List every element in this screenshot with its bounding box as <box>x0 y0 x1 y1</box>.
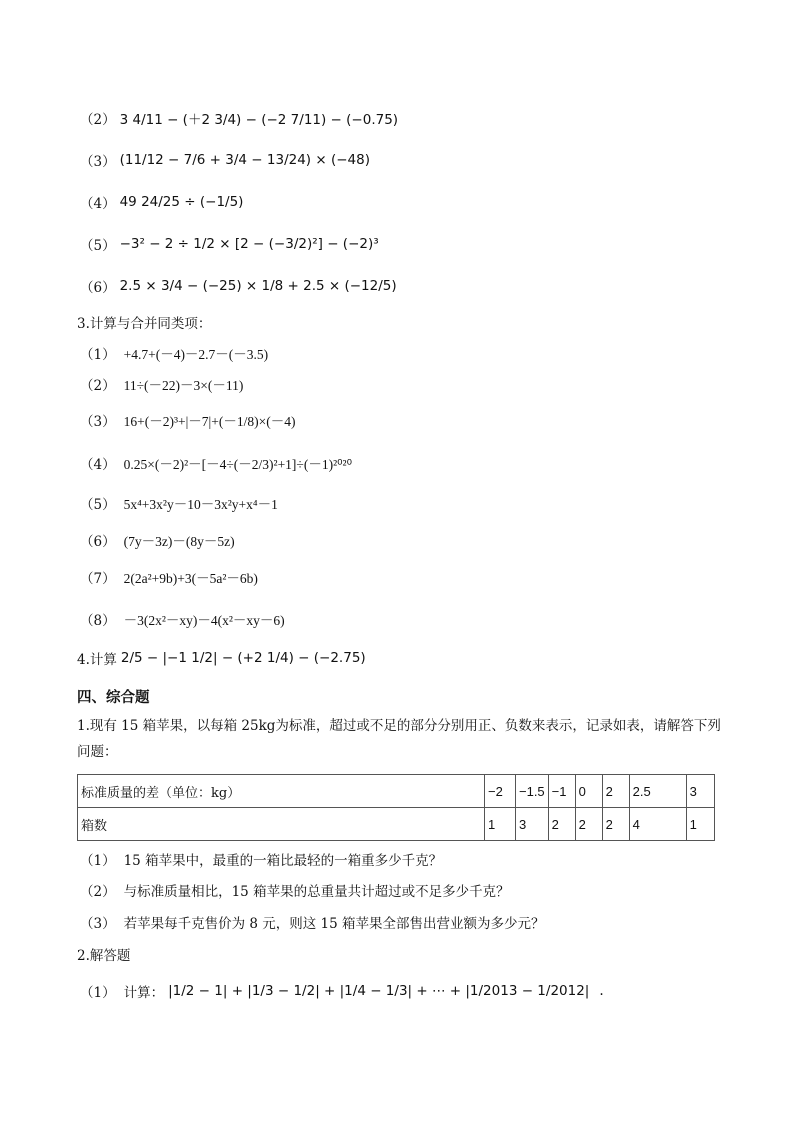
item-2-5 <box>80 234 379 254</box>
math-expression: 49 24/25 ÷ (−1/5) <box>119 194 244 210</box>
problem-2-title-text: 2.解答题 <box>77 948 131 964</box>
section-4 <box>77 648 366 668</box>
item-number: （6） <box>80 280 116 296</box>
problem-2-title <box>77 944 130 964</box>
item-number: （1） <box>80 853 116 869</box>
item-2-6 <box>80 276 397 296</box>
item-3-8 <box>80 609 285 629</box>
item-3-5 <box>80 493 278 513</box>
table-cell: 0 <box>575 775 602 808</box>
item-2-2 <box>80 108 398 128</box>
section-4-prefix: 4.计算 <box>77 652 117 668</box>
item-3-6 <box>80 530 235 550</box>
question-3 <box>80 912 545 932</box>
section-heading: 四、综合题 <box>77 690 150 706</box>
table-cell: 4 <box>629 808 686 841</box>
table-row-label: 标准质量的差（单位：kg） <box>78 775 485 808</box>
section-3-title <box>77 312 211 332</box>
item-number: （5） <box>80 238 116 254</box>
table-row-label: 箱数 <box>78 808 485 841</box>
table-cell: 1 <box>485 808 516 841</box>
math-expression: 2/5 − |−1 1/2| − (+2 1/4) − (−2.75) <box>120 650 366 666</box>
table-cell: 2 <box>602 808 629 841</box>
weight-difference-table <box>77 774 715 841</box>
math-expression: 3 4/11 − (＋2 3/4) − (−2 7/11) − (−0.75) <box>119 112 399 128</box>
table-row <box>78 775 715 808</box>
math-expression: 0.25×(－2)²－[－4÷(－2/3)²+1]÷(－1)²⁰²⁰ <box>123 457 352 472</box>
item-number: （3） <box>80 414 116 430</box>
item-number: （1） <box>80 347 116 363</box>
problem-1-text: 1.现有 15 箱苹果，以每箱 25kg为标准，超过或不足的部分分别用正、负数来表示，记录如表，请解答下列问题： <box>77 718 721 760</box>
math-expression: +4.7+(－4)－2.7－(－3.5) <box>123 347 269 362</box>
math-expression: －3(2x²－xy)－4(x²－xy－6) <box>123 613 285 628</box>
table-cell: 2 <box>548 808 575 841</box>
item-prefix: 计算： <box>123 985 165 1001</box>
item-3-1 <box>80 343 268 363</box>
table-cell: −1.5 <box>516 775 549 808</box>
question-text: 15 箱苹果中，最重的一箱比最轻的一箱重多少千克？ <box>123 853 443 869</box>
item-suffix: . <box>599 983 604 999</box>
item-number: （5） <box>80 497 116 513</box>
table-cell: 1 <box>686 808 714 841</box>
table-row <box>78 808 715 841</box>
item-number: （6） <box>80 534 116 550</box>
math-expression: 2.5 × 3/4 − (−25) × 1/8 + 2.5 × (−12/5) <box>119 278 397 294</box>
question-2 <box>80 880 510 900</box>
math-expression: (7y－3z)－(8y－5z) <box>123 534 235 549</box>
item-number: （3） <box>80 154 116 170</box>
math-expression: 5x⁴+3x²y－10－3x²y+x⁴－1 <box>123 497 278 512</box>
item-number: （3） <box>80 916 116 932</box>
table-cell: 2 <box>602 775 629 808</box>
section-title-text: 3.计算与合并同类项： <box>77 316 212 332</box>
problem-2-item-1 <box>80 981 604 1001</box>
item-number: （2） <box>80 112 116 128</box>
table-cell: −2 <box>485 775 516 808</box>
table-cell: 3 <box>516 808 549 841</box>
item-3-4 <box>80 453 352 473</box>
item-3-3 <box>80 410 295 430</box>
item-number: （2） <box>80 378 116 394</box>
math-expression: (11/12 − 7/6 + 3/4 − 13/24) × (−48) <box>119 152 370 168</box>
table-cell: 2 <box>575 808 602 841</box>
math-expression: 11÷(－22)－3×(－11) <box>123 378 244 393</box>
math-expression: 2(2a²+9b)+3(－5a²－6b) <box>123 571 258 586</box>
item-number: （4） <box>80 196 116 212</box>
item-3-7 <box>80 567 258 587</box>
math-expression: |1/2 − 1| + |1/3 − 1/2| + |1/4 − 1/3| + ⋯ + |1/2013 − 1/2012| <box>168 983 590 999</box>
question-text: 与标准质量相比，15 箱苹果的总重量共计超过或不足多少千克？ <box>123 884 510 900</box>
math-expression: 16+(－2)³+|－7|+(－1/8)×(－4) <box>123 414 296 429</box>
table-cell: −1 <box>548 775 575 808</box>
question-text: 若苹果每千克售价为 8 元，则这 15 箱苹果全部售出营业额为多少元？ <box>123 916 545 932</box>
item-3-2 <box>80 374 243 394</box>
math-expression: −3² − 2 ÷ 1/2 × [2 − (−3/2)²] − (−2)³ <box>119 236 379 252</box>
table-cell: 2.5 <box>629 775 686 808</box>
item-number: （4） <box>80 457 116 473</box>
item-number: （2） <box>80 884 116 900</box>
item-2-4 <box>80 192 243 212</box>
item-2-3 <box>80 150 370 170</box>
item-number: （1） <box>80 985 116 1001</box>
item-number: （7） <box>80 571 116 587</box>
question-1 <box>80 849 442 869</box>
item-number: （8） <box>80 613 116 629</box>
table-cell: 3 <box>686 775 714 808</box>
